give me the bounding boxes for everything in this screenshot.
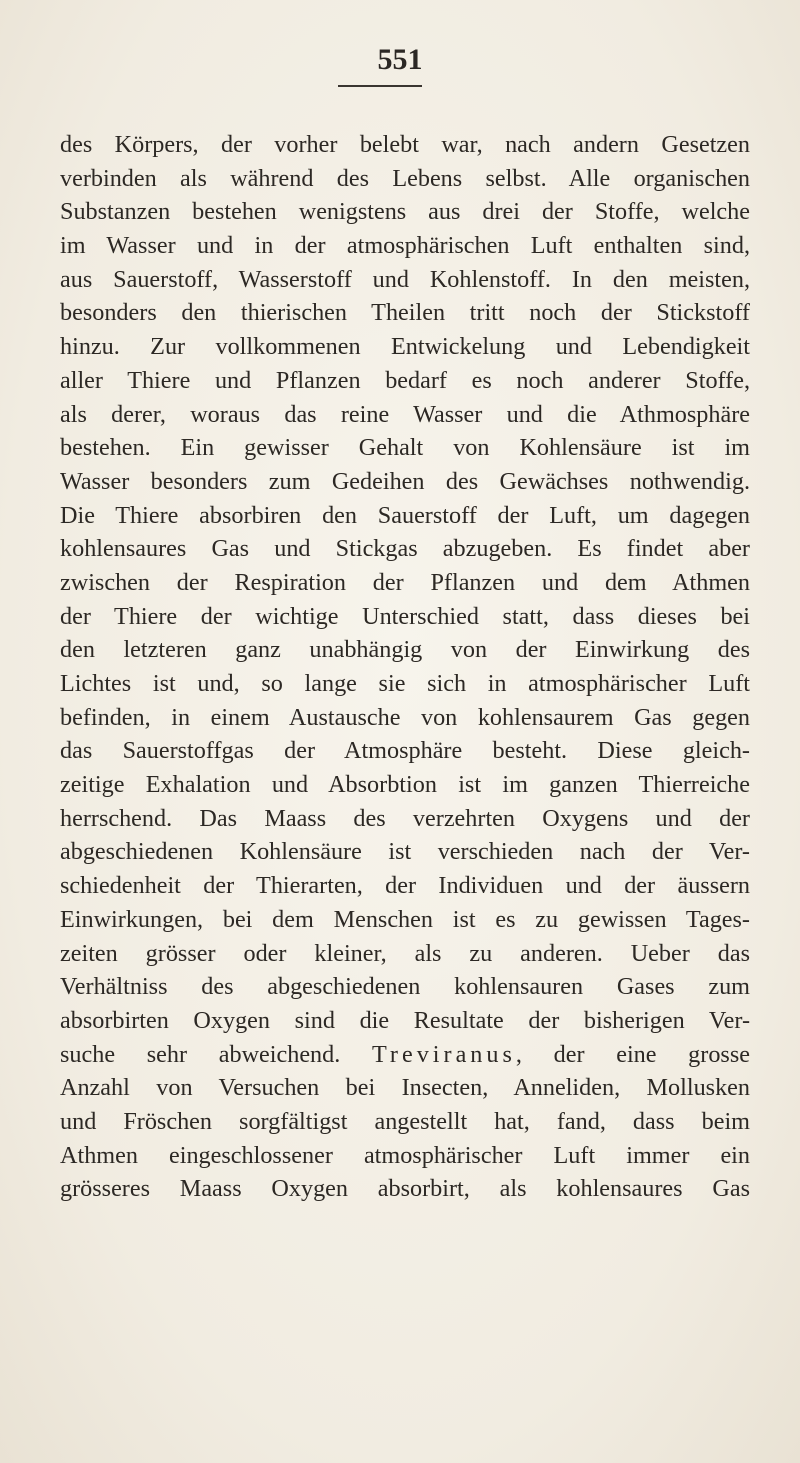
text-line: aus Sauerstoff, Wasserstoff und Kohlenstoff. In den meisten, — [60, 265, 750, 293]
text-line-composite — [60, 1038, 750, 1072]
text-line: hinzu. Zur vollkommenen Entwickelung und Lebendigkeit — [60, 333, 750, 361]
text-line: im Wasser und in der atmosphärischen Luft enthalten sind, — [60, 232, 750, 260]
text-line: bestehen. Ein gewisser Gehalt von Kohlensäure ist im — [60, 434, 750, 462]
page-number: 551 — [377, 43, 423, 76]
author-name: Treviranus — [371, 1040, 516, 1068]
text-line: grösseres Maass Oxygen absorbirt, als kohlensaures Gas — [60, 1175, 750, 1203]
text-line: Die Thiere absorbiren den Sauerstoff der Luft, um dagegen — [60, 501, 750, 529]
text-line: das Sauerstoffgas der Atmosphäre besteht. Diese gleich- — [60, 737, 750, 765]
text-line: Einwirkungen, bei dem Menschen ist es zu gewissen Tages- — [60, 905, 750, 933]
text-line: Substanzen bestehen wenigstens aus drei der Stoffe, welche — [60, 198, 750, 226]
text-line-end: , der eine grosse — [515, 1040, 750, 1068]
text-line: des Körpers, der vorher belebt war, nach andern Gesetzen — [60, 131, 750, 158]
body-text — [60, 128, 750, 1206]
text-line: kohlensaures Gas und Stickgas abzugeben. Es findet aber — [60, 535, 750, 563]
text-line: als derer, woraus das reine Wasser und die Athmosphäre — [60, 400, 750, 428]
text-line: herrschend. Das Maass des verzehrten Oxygens und der — [60, 804, 750, 832]
text-line: aller Thiere und Pflanzen bedarf es noch anderer Stoffe, — [60, 366, 750, 394]
text-line: abgeschiedenen Kohlensäure ist verschieden nach der Ver- — [60, 838, 750, 866]
text-line: absorbirten Oxygen sind die Resultate der bisherigen Ver- — [60, 1006, 750, 1034]
text-line: Verhältniss des abgeschiedenen kohlensauren Gases zum — [60, 973, 750, 1001]
text-line: besonders den thierischen Theilen tritt noch der Stickstoff — [60, 299, 750, 327]
text-line: den letzteren ganz unabhängig von der Einwirkung des — [60, 636, 750, 664]
text-line: schiedenheit der Thierarten, der Individuen und der äussern — [60, 872, 750, 900]
text-line: Athmen eingeschlossener atmosphärischer Luft immer ein — [60, 1141, 750, 1169]
text-line: verbinden als während des Lebens selbst. Alle organischen — [60, 164, 750, 192]
text-line: zeiten grösser oder kleiner, als zu anderen. Ueber das — [60, 939, 750, 967]
text-line: zwischen der Respiration der Pflanzen und dem Athmen — [60, 568, 750, 596]
text-line: der Thiere der wichtige Unterschied statt, dass dieses bei — [60, 602, 750, 630]
text-line: befinden, in einem Austausche von kohlensaurem Gas gegen — [60, 703, 750, 731]
header-rule — [338, 85, 422, 87]
text-line: zeitige Exhalation und Absorbtion ist im ganzen Thierreiche — [60, 771, 750, 799]
text-line-start: suche sehr abweichend. — [60, 1040, 341, 1068]
text-line: Lichtes ist und, so lange sie sich in atmosphärischer Luft — [60, 670, 750, 697]
text-line: Wasser besonders zum Gedeihen des Gewächses nothwendig. — [60, 467, 750, 495]
text-line: Anzahl von Versuchen bei Insecten, Anneliden, Mollusken — [60, 1074, 750, 1102]
text-line: und Fröschen sorgfältigst angestellt hat, fand, dass beim — [60, 1107, 750, 1135]
